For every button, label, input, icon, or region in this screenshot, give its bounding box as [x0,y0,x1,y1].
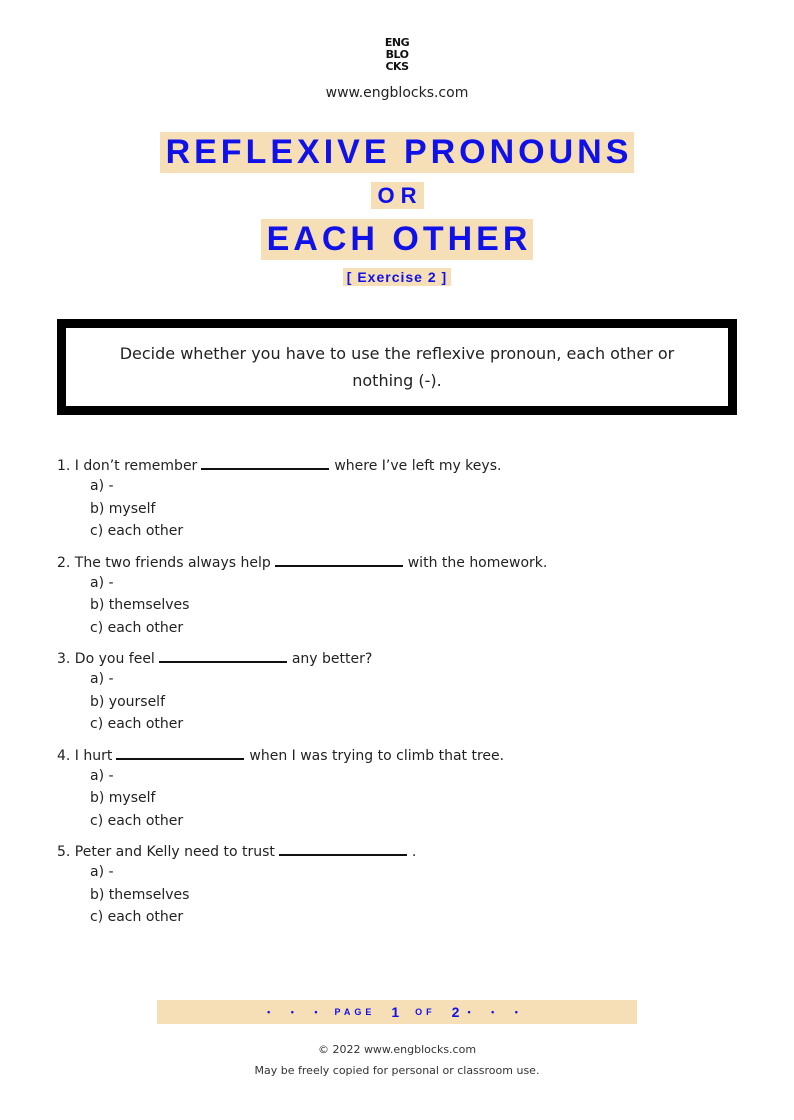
option-b[interactable]: b) myself [90,790,156,806]
question-stem [57,839,737,859]
option-b[interactable]: b) myself [90,500,156,517]
option-a[interactable]: a) - [90,864,114,880]
question-text-after: any better? [291,651,373,667]
option-a[interactable]: a) - [90,671,114,687]
answer-blank[interactable] [201,453,329,470]
page-indicator [157,1000,637,1024]
pager-current-page: 1 [391,1004,400,1020]
copyright-text: © 2022 www.engblocks.com [317,1043,477,1056]
answer-options [57,475,737,543]
option-a[interactable]: a) - [90,574,114,591]
question-2 [57,550,737,640]
option-c[interactable]: c) each other [90,619,184,636]
exercise-label: [ Exercise 2 ] [343,268,451,286]
question-text-before: 3. Do you feel [57,651,155,667]
question-text-after: where I’ve left my keys. [334,458,502,474]
title-line-2 [0,182,794,209]
option-c[interactable]: c) each other [90,812,184,829]
pager-total-pages: 2 [451,1004,460,1020]
question-text-after: . [411,844,417,860]
instructions-box [57,319,737,415]
question-text-before: 5. Peter and Kelly need to trust [57,844,275,860]
usage-note: May be freely copied for personal or classroom use. [254,1064,540,1077]
logo-line: CKS [385,60,409,73]
pager-of-word: OF [415,1007,436,1017]
engblocks-logo [0,37,794,73]
question-5 [57,839,737,929]
pager-dots-left: • • • [267,1007,327,1017]
option-b[interactable]: b) themselves [90,886,190,903]
answer-options [57,861,737,929]
question-stem [57,550,737,570]
answer-blank[interactable] [279,839,407,856]
answer-options [57,668,737,736]
answer-blank[interactable] [159,646,287,663]
question-text-before: 2. The two friends always help [57,554,271,571]
title-line-3 [0,219,794,260]
question-stem [57,453,737,473]
answer-blank[interactable] [275,550,403,567]
instructions-text: Decide whether you have to use the reflexive pronoun, each other or nothing (-). [119,344,675,390]
question-list [57,453,737,936]
logo-line: ENG [384,36,410,49]
title-reflexive-pronouns: REFLEXIVE PRONOUNS [160,132,635,173]
question-text-after: with the homework. [407,554,548,571]
question-4 [57,743,737,833]
pager-dots-right: • • • [467,1007,527,1017]
question-text-after: when I was trying to climb that tree. [249,747,505,764]
option-b[interactable]: b) yourself [90,693,166,710]
option-a[interactable]: a) - [90,478,114,494]
question-1 [57,453,737,543]
answer-options [57,765,737,833]
answer-options [57,572,737,640]
question-3 [57,646,737,736]
title-or: OR [371,182,424,209]
question-text-before: 4. I hurt [57,747,113,764]
question-text-before: 1. I don’t remember [57,458,198,474]
option-c[interactable]: c) each other [90,523,184,539]
question-stem [57,646,737,666]
option-b[interactable]: b) themselves [90,597,190,613]
title-line-1 [0,132,794,173]
option-c[interactable]: c) each other [90,716,184,732]
pager-page-word: PAGE [334,1007,376,1017]
exercise-label-line [0,267,794,286]
site-url[interactable]: www.engblocks.com [325,85,469,101]
logo-line: BLO [385,48,409,61]
option-a[interactable]: a) - [90,767,114,784]
question-stem [57,743,737,763]
title-each-other: EACH OTHER [261,219,534,260]
answer-blank[interactable] [116,743,244,760]
option-c[interactable]: c) each other [90,909,184,925]
